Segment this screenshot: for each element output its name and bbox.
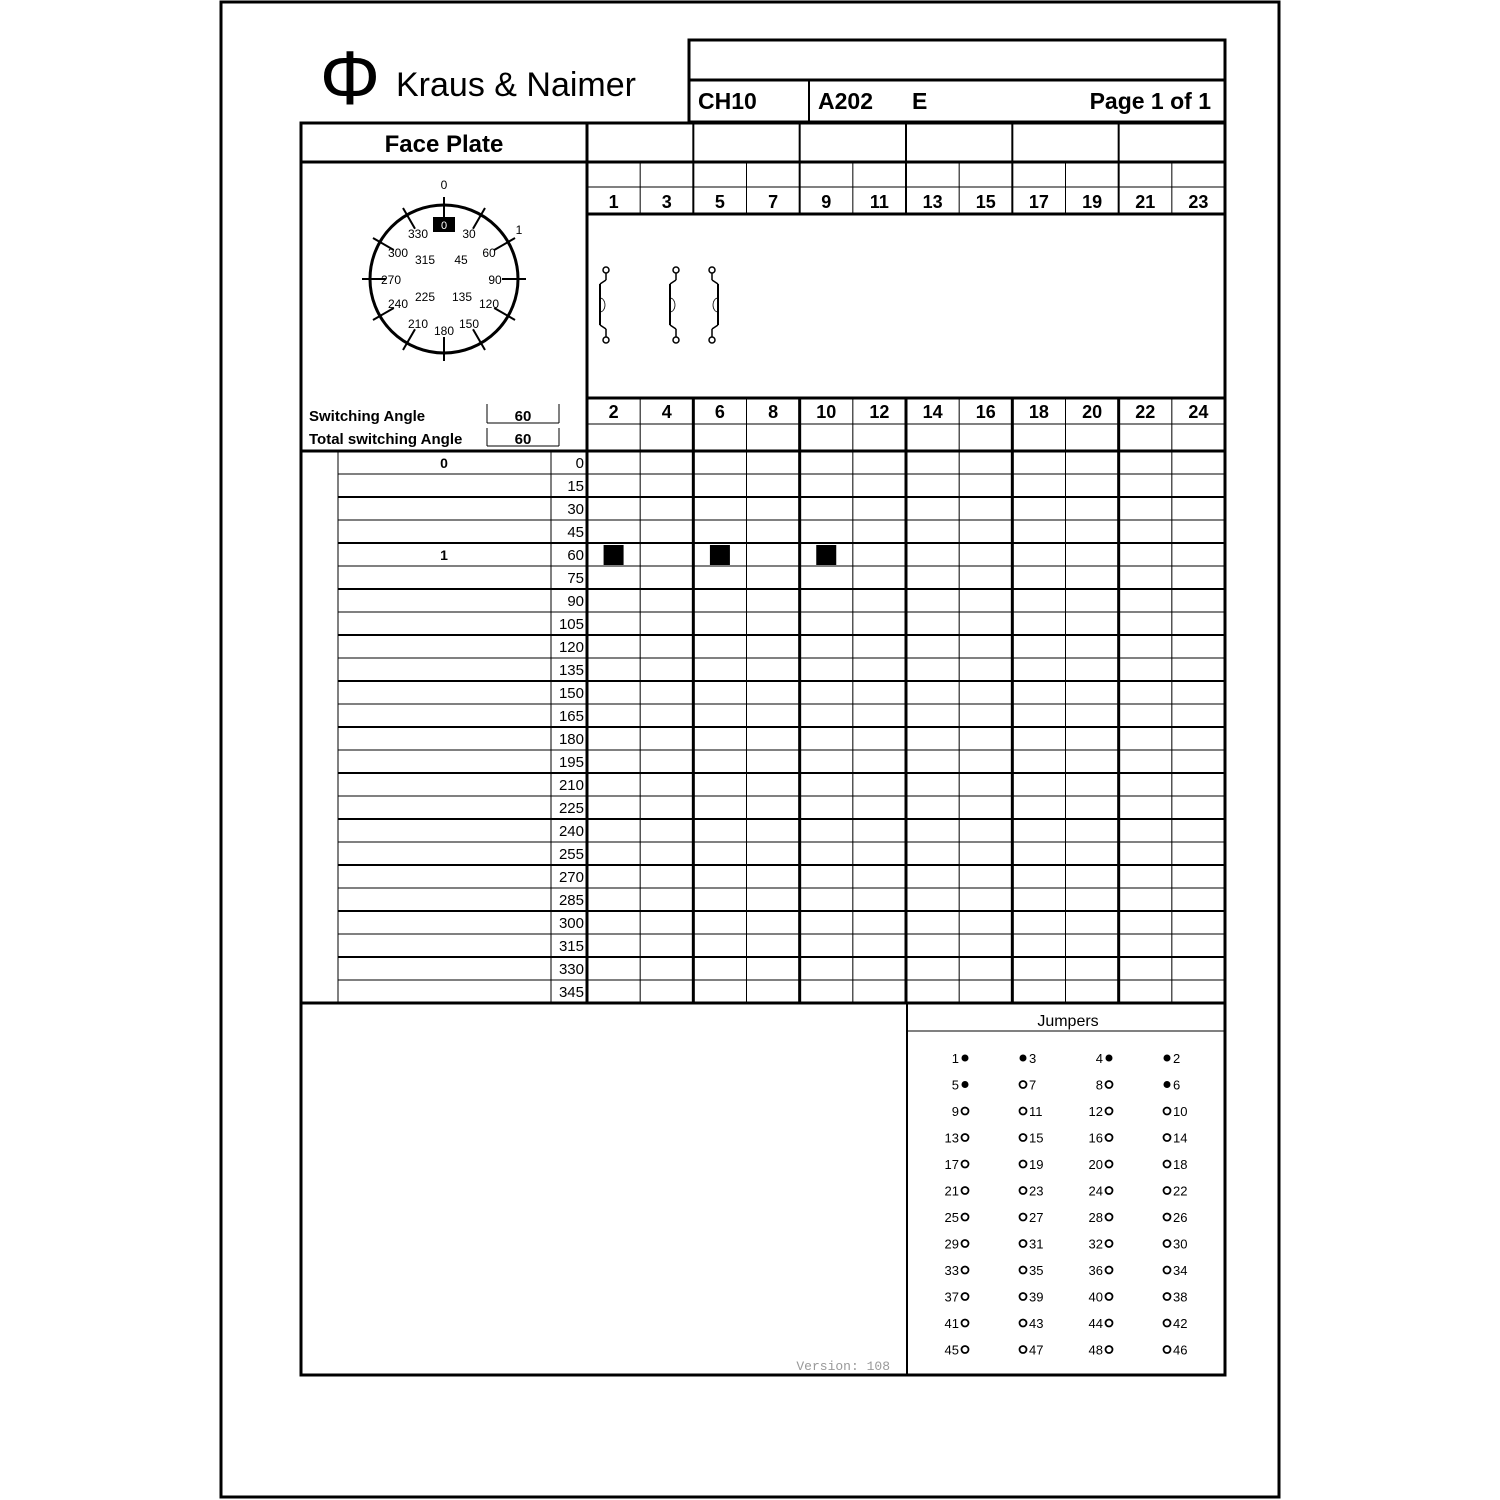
jumper-dot: [1164, 1134, 1171, 1141]
jumper-dot: [962, 1108, 969, 1115]
terminal-bottom-10: 10: [816, 402, 837, 422]
terminal-top-1: 1: [608, 192, 619, 212]
jumper-label-25: 25: [944, 1210, 959, 1225]
terminal-bottom-24: 24: [1188, 402, 1209, 422]
terminal-bottom-2: 2: [608, 402, 619, 422]
total-switching-angle-value: 60: [514, 431, 532, 448]
dial-angle-label: 240: [387, 297, 409, 311]
angle-45: 45: [567, 524, 584, 541]
dial-position-label: 1: [515, 223, 523, 237]
dial-angle-label: 180: [433, 324, 455, 338]
jumper-dot: [1106, 1293, 1113, 1300]
jumper-dot: [962, 1081, 969, 1088]
dial-angle-label: 60: [482, 246, 496, 260]
closed-contact-marker: [604, 545, 624, 565]
jumper-dot: [1020, 1134, 1027, 1141]
angle-60: 60: [567, 547, 584, 564]
switching-angle-value: 60: [514, 408, 532, 425]
jumper-label-40: 40: [1088, 1289, 1103, 1305]
jumper-label-22: 22: [1173, 1183, 1188, 1199]
jumper-dot: [962, 1267, 969, 1274]
jumper-dot: [1106, 1240, 1113, 1247]
jumper-dot: [1164, 1161, 1171, 1168]
jumper-dot: [962, 1214, 969, 1221]
jumper-label-10: 10: [1173, 1104, 1188, 1119]
jumper-dot: [1106, 1187, 1113, 1194]
jumper-label-27: 27: [1029, 1210, 1044, 1225]
version-label: Version: 108: [796, 1359, 890, 1374]
jumper-dot: [1106, 1055, 1113, 1062]
jumper-label-37: 37: [944, 1289, 959, 1305]
jumper-dot: [1020, 1108, 1027, 1115]
jumper-label-43: 43: [1029, 1316, 1044, 1331]
jumper-dot: [1020, 1055, 1027, 1062]
jumper-label-21: 21: [944, 1183, 959, 1199]
terminal-bottom-22: 22: [1135, 402, 1156, 422]
jumper-dot: [1020, 1187, 1027, 1194]
dial-angle-label: 120: [478, 297, 500, 311]
terminal-top-17: 17: [1028, 192, 1049, 212]
jumper-dot: [1106, 1134, 1113, 1141]
jumper-label-13: 13: [944, 1130, 959, 1146]
jumper-label-7: 7: [1029, 1077, 1037, 1093]
angle-225: 225: [558, 800, 584, 817]
jumper-dot: [962, 1134, 969, 1141]
jumper-label-38: 38: [1173, 1289, 1188, 1305]
brand-phi-icon: Φ: [319, 36, 381, 121]
jumper-label-1: 1: [951, 1051, 959, 1066]
jumper-dot: [1164, 1267, 1171, 1274]
jumpers-title: Jumpers: [1037, 1013, 1099, 1030]
jumper-dot: [1106, 1267, 1113, 1274]
jumper-dot: [1020, 1267, 1027, 1274]
terminal-top-5: 5: [714, 192, 725, 212]
dial-angle-label: 30: [462, 227, 476, 241]
angle-75: 75: [567, 570, 584, 587]
jumper-label-32: 32: [1088, 1236, 1103, 1252]
angle-180: 180: [558, 731, 584, 748]
contact-symbols: [600, 267, 718, 343]
jumper-label-8: 8: [1095, 1077, 1103, 1093]
jumper-dot: [1106, 1214, 1113, 1221]
jumper-dot: [962, 1187, 969, 1194]
jumper-dot: [962, 1161, 969, 1168]
jumper-dot: [1164, 1081, 1171, 1088]
angle-315: 315: [558, 938, 584, 955]
dial-angle-label: 135: [451, 290, 473, 304]
jumper-label-15: 15: [1029, 1130, 1044, 1146]
jumper-label-28: 28: [1088, 1210, 1103, 1225]
jumper-label-19: 19: [1029, 1157, 1044, 1172]
part-code: A202: [818, 88, 873, 114]
angle-135: 135: [558, 662, 584, 679]
suffix-code: E: [912, 88, 928, 114]
contact-grid: [301, 123, 1225, 1003]
jumper-label-6: 6: [1173, 1077, 1181, 1093]
jumper-label-4: 4: [1095, 1051, 1103, 1066]
angle-0: 0: [575, 455, 584, 472]
jumper-dot: [1020, 1081, 1027, 1088]
angle-345: 345: [558, 984, 584, 1001]
jumper-dot: [1164, 1214, 1171, 1221]
jumper-label-14: 14: [1173, 1130, 1188, 1146]
dial-top-label: 0: [440, 178, 448, 192]
angle-105: 105: [558, 616, 584, 633]
terminal-top-9: 9: [821, 192, 832, 212]
jumper-label-11: 11: [1029, 1104, 1043, 1119]
angle-15: 15: [567, 478, 584, 495]
angle-330: 330: [558, 961, 584, 978]
switching-angle-label: Switching Angle: [309, 408, 426, 425]
brand-name: Kraus & Naimer: [396, 66, 636, 104]
jumper-dot: [1020, 1161, 1027, 1168]
jumper-label-18: 18: [1173, 1157, 1188, 1172]
angle-285: 285: [558, 892, 584, 909]
angle-120: 120: [558, 639, 584, 656]
jumper-label-39: 39: [1029, 1289, 1044, 1305]
jumper-label-31: 31: [1029, 1236, 1044, 1252]
jumper-dot: [1164, 1293, 1171, 1300]
jumper-dot: [962, 1240, 969, 1247]
jumper-dot: [1106, 1081, 1113, 1088]
terminal-top-3: 3: [661, 192, 672, 212]
terminal-top-11: 11: [869, 192, 889, 212]
jumper-dot: [962, 1346, 969, 1353]
jumper-label-12: 12: [1088, 1104, 1103, 1119]
contact-switch-symbol: [600, 267, 609, 343]
jumper-label-24: 24: [1088, 1183, 1103, 1199]
jumper-dot: [1164, 1240, 1171, 1247]
contact-switch-symbol: [709, 267, 718, 343]
main-frame: [301, 123, 1225, 1375]
jumper-dot: [1106, 1320, 1113, 1327]
jumper-dot: [1020, 1240, 1027, 1247]
jumper-label-5: 5: [951, 1077, 959, 1093]
jumper-label-47: 47: [1029, 1342, 1044, 1358]
angle-30: 30: [567, 501, 584, 518]
angle-90: 90: [567, 593, 584, 610]
jumper-label-26: 26: [1173, 1210, 1188, 1225]
terminal-top-19: 19: [1082, 192, 1103, 212]
terminal-bottom-18: 18: [1028, 402, 1049, 422]
terminal-bottom-8: 8: [768, 402, 779, 422]
jumper-dot: [1020, 1320, 1027, 1327]
jumper-dot: [1164, 1108, 1171, 1115]
closed-contact-marker: [816, 545, 836, 565]
dial-angle-label: 210: [407, 317, 429, 331]
dial-angle-label: 300: [387, 246, 409, 260]
jumper-label-29: 29: [944, 1236, 959, 1252]
angle-150: 150: [558, 685, 584, 702]
jumper-label-45: 45: [944, 1342, 959, 1358]
jumper-label-9: 9: [951, 1104, 959, 1119]
jumper-label-2: 2: [1173, 1051, 1181, 1066]
jumper-label-46: 46: [1173, 1342, 1188, 1358]
jumper-label-41: 41: [944, 1316, 959, 1331]
terminal-top-15: 15: [975, 192, 996, 212]
angle-255: 255: [558, 846, 584, 863]
face-plate-title: Face Plate: [384, 131, 504, 158]
jumper-label-35: 35: [1029, 1263, 1044, 1278]
terminal-top-21: 21: [1135, 192, 1156, 212]
terminal-bottom-20: 20: [1082, 402, 1103, 422]
jumper-label-33: 33: [944, 1263, 959, 1278]
contact-switch-symbol: [670, 267, 679, 343]
angle-270: 270: [558, 869, 584, 886]
dial-angle-label: 315: [414, 253, 436, 267]
angle-195: 195: [558, 754, 584, 771]
terminal-bottom-14: 14: [922, 402, 943, 422]
terminal-bottom-12: 12: [869, 402, 890, 422]
jumper-dot: [1020, 1293, 1027, 1300]
dial-angle-label: 330: [407, 227, 429, 241]
model-code: CH10: [698, 88, 757, 114]
jumper-dot: [1106, 1108, 1113, 1115]
jumper-label-16: 16: [1088, 1130, 1103, 1146]
jumper-label-34: 34: [1173, 1263, 1188, 1278]
jumper-dot: [1106, 1161, 1113, 1168]
jumper-dot: [1164, 1346, 1171, 1353]
jumper-dot: [1020, 1214, 1027, 1221]
jumper-dot: [962, 1293, 969, 1300]
terminal-top-13: 13: [922, 192, 943, 212]
jumpers-table: [945, 1051, 1188, 1358]
jumper-dot: [1164, 1055, 1171, 1062]
jumper-label-3: 3: [1029, 1051, 1037, 1066]
jumper-dot: [1164, 1187, 1171, 1194]
dial-angle-label: 45: [454, 253, 468, 267]
angle-210: 210: [558, 777, 584, 794]
terminal-top-23: 23: [1188, 192, 1209, 212]
terminal-top-7: 7: [768, 192, 779, 212]
dial-angle-label: 225: [414, 290, 436, 304]
dial-pointer-label: 0: [440, 220, 448, 232]
brand-logo: [320, 36, 636, 121]
page-number: Page 1 of 1: [1089, 88, 1211, 114]
position-label-0: 0: [440, 455, 448, 471]
terminal-bottom-6: 6: [714, 402, 725, 422]
jumper-dot: [1020, 1346, 1027, 1353]
dial-angle-label: 150: [458, 317, 480, 331]
closed-contact-marker: [710, 545, 730, 565]
jumper-label-44: 44: [1088, 1316, 1103, 1331]
jumper-label-30: 30: [1173, 1236, 1188, 1252]
jumper-dot: [962, 1055, 969, 1062]
jumper-dot: [962, 1320, 969, 1327]
terminal-bottom-16: 16: [975, 402, 996, 422]
terminal-bottom-4: 4: [661, 402, 672, 422]
jumper-label-48: 48: [1088, 1342, 1103, 1358]
jumper-label-42: 42: [1173, 1316, 1188, 1331]
jumper-label-17: 17: [944, 1157, 959, 1172]
jumper-label-36: 36: [1088, 1263, 1103, 1278]
dial-angle-label: 90: [488, 273, 502, 287]
position-label-1: 1: [440, 547, 448, 563]
dial-angle-label: 270: [380, 273, 402, 287]
angle-300: 300: [558, 915, 584, 932]
jumper-dot: [1106, 1346, 1113, 1353]
angle-240: 240: [558, 823, 584, 840]
jumper-label-20: 20: [1088, 1157, 1103, 1172]
jumper-dot: [1164, 1320, 1171, 1327]
angle-165: 165: [558, 708, 584, 725]
total-switching-angle-label: Total switching Angle: [309, 431, 463, 448]
jumper-label-23: 23: [1029, 1183, 1044, 1199]
